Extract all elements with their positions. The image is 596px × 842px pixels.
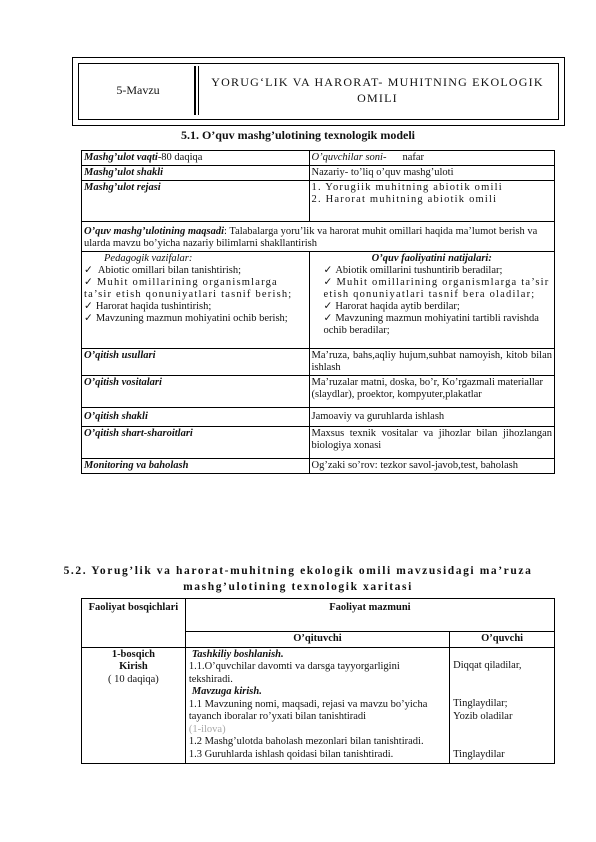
stage-subtitle: Kirish	[119, 661, 148, 672]
teacher-heading: Mavzuga kirish.	[191, 686, 262, 697]
table-row	[82, 222, 555, 252]
table-row	[82, 252, 555, 349]
plan-item: 2. Harorat muhitning abiotik omili	[311, 194, 498, 205]
content-header: Faoliyat mazmuni	[185, 599, 554, 632]
conditions-value: Maxsus texnik vositalar va jihozlar bilan jihozlangan biologiya xonasi	[309, 427, 555, 459]
teaching-form-value: Jamoaviy va guruhlarda ishlash	[309, 408, 555, 427]
tasks-title: Pedagogik vazifalar:	[104, 253, 193, 264]
tools-label: O’qitish vositalari	[82, 376, 310, 408]
teacher-step: 1.3 Guruhlarda ishlash qoidasi bilan tanishtiradi.	[188, 748, 394, 760]
monitoring-value: Og’zaki so’rov: tezkor savol-javob,test, baholash	[309, 459, 555, 474]
monitoring-label: Monitoring va baholash	[82, 459, 310, 474]
table-row	[82, 427, 555, 459]
stage-time: ( 10 daqiqa)	[108, 673, 159, 685]
methods-value: Ma’ruza, bahs,aqliy hujum,suhbat namoyish, kitob bilan ishlash	[309, 349, 555, 376]
form-value: Nazariy- to’liq o’quv mashg’uloti	[309, 166, 555, 181]
model-table	[81, 150, 555, 474]
goal-cell	[82, 222, 555, 252]
task-item: ✓ Harorat haqida tushintirish;	[84, 301, 307, 313]
topic-number: 5-Mavzu	[116, 83, 160, 97]
map-table	[81, 598, 555, 764]
table-row	[82, 349, 555, 376]
header-divider	[194, 66, 196, 115]
student-step: Diqqat qiladilar,	[453, 659, 522, 671]
table-row	[82, 166, 555, 181]
teacher-cell	[185, 647, 449, 763]
table-cell	[82, 151, 310, 166]
table-row	[82, 376, 555, 408]
teacher-step: 1.1 Mavzuning nomi, maqsadi, rejasi va mavzu bo’yicha tayanch iboralar ro’yxati bilan tanishtiradi	[188, 698, 428, 722]
tools-value: Ma’ruzalar matni, doska, bo’r, Ko’rgazmali materiallar (slaydlar), proektor, kompyuter,plakatlar	[309, 376, 555, 408]
table-row	[82, 151, 555, 166]
topic-title: YORUG‘LIK VA HARORAT- MUHITNING EKOLOGIK OMILI	[211, 75, 544, 105]
plan-cell	[309, 181, 555, 222]
results-title: O’quv faoliyatini natijalari:	[371, 253, 492, 264]
teacher-step: 1.2 Mashg’ulotda baholash mezonlari bilan tanishtiradi.	[188, 736, 424, 747]
table-row	[82, 459, 555, 474]
goal-text: : Talabalarga yoru’lik va harorat muhit omillari haqida ma’lumot berish va ularda mavzu bo’yicha nazariy bilimlarni shakllantirish	[84, 226, 538, 249]
form-label: Mashg’ulot shakli	[82, 166, 310, 181]
student-step: Tinglaydilar	[453, 749, 505, 760]
teacher-header: O’qituvchi	[185, 632, 449, 648]
task-item: ✓ Mavzuning mazmun mohiyatini ochib berish;	[84, 313, 307, 325]
duration-label: Mashg’ulot vaqti	[84, 152, 158, 163]
stage-cell	[82, 647, 186, 763]
plan-label: Mashg’ulot rejasi	[82, 181, 310, 222]
student-header: O’quvchi	[450, 632, 555, 648]
task-item: ✓ Abiotic omillari bilan tanishtirish;	[84, 265, 307, 277]
conditions-label: O’qitish shart-sharoitlari	[82, 427, 310, 459]
section2-title: 5.2. Yorug’lik va harorat-muhitning ekologik omili mavzusidagi ma’ruza mashg’ulotining texnologik xaritasi	[63, 565, 533, 593]
goal-label: O’quv mashg’ulotining maqsadi	[84, 226, 225, 237]
table-row	[82, 408, 555, 427]
result-item: ✓ Harorat haqida aytib berdilar;	[312, 301, 553, 313]
student-step: Tinglaydilar;	[453, 698, 508, 709]
task-item: ✓ Muhit omillarining organismlarga ta’sir etish qonuniyatlari tasnif berish;	[84, 277, 307, 301]
stage-name: 1-bosqich	[111, 648, 155, 660]
plan-item: 1. Yorugiik muhitning abiotik omili	[311, 182, 503, 193]
duration-value: -80 daqiqa	[157, 152, 203, 163]
teaching-form-label: O’qitish shakli	[82, 408, 310, 427]
table-row	[82, 599, 555, 632]
table-row	[82, 647, 555, 763]
table-row	[82, 181, 555, 222]
result-item: ✓ Mavzuning mazmun mohiyatini tartibli ravishda ochib beradilar;	[312, 313, 553, 347]
student-step: Yozib oladilar	[453, 710, 513, 722]
teacher-step: 1.1.O’quvchilar davomti va darsga tayyorgarligini tekshiradi.	[188, 661, 400, 685]
section1-title: 5.1. O’quv mashg’ulotining texnologik modeli	[180, 128, 416, 142]
results-cell	[309, 252, 555, 349]
tasks-cell	[82, 252, 310, 349]
teacher-heading: Tashkiliy boshlanish.	[191, 648, 284, 660]
appendix-note: (1-ilova)	[188, 723, 226, 735]
header-divider-thin	[198, 66, 199, 115]
result-item: ✓ Muhit omillarining organismlarga ta’sir etish qonuniyatlari tasnif bera oladilar;	[312, 277, 553, 301]
students-label: O’quvchilar soni-	[311, 152, 387, 163]
students-value: nafar	[402, 152, 425, 163]
table-cell	[309, 151, 555, 166]
stages-header: Faoliyat bosqichlari	[82, 599, 186, 648]
methods-label: O’qitish usullari	[82, 349, 310, 376]
student-cell	[450, 647, 555, 763]
result-item: ✓ Abiotik omillarini tushuntirib beradilar;	[312, 265, 553, 277]
